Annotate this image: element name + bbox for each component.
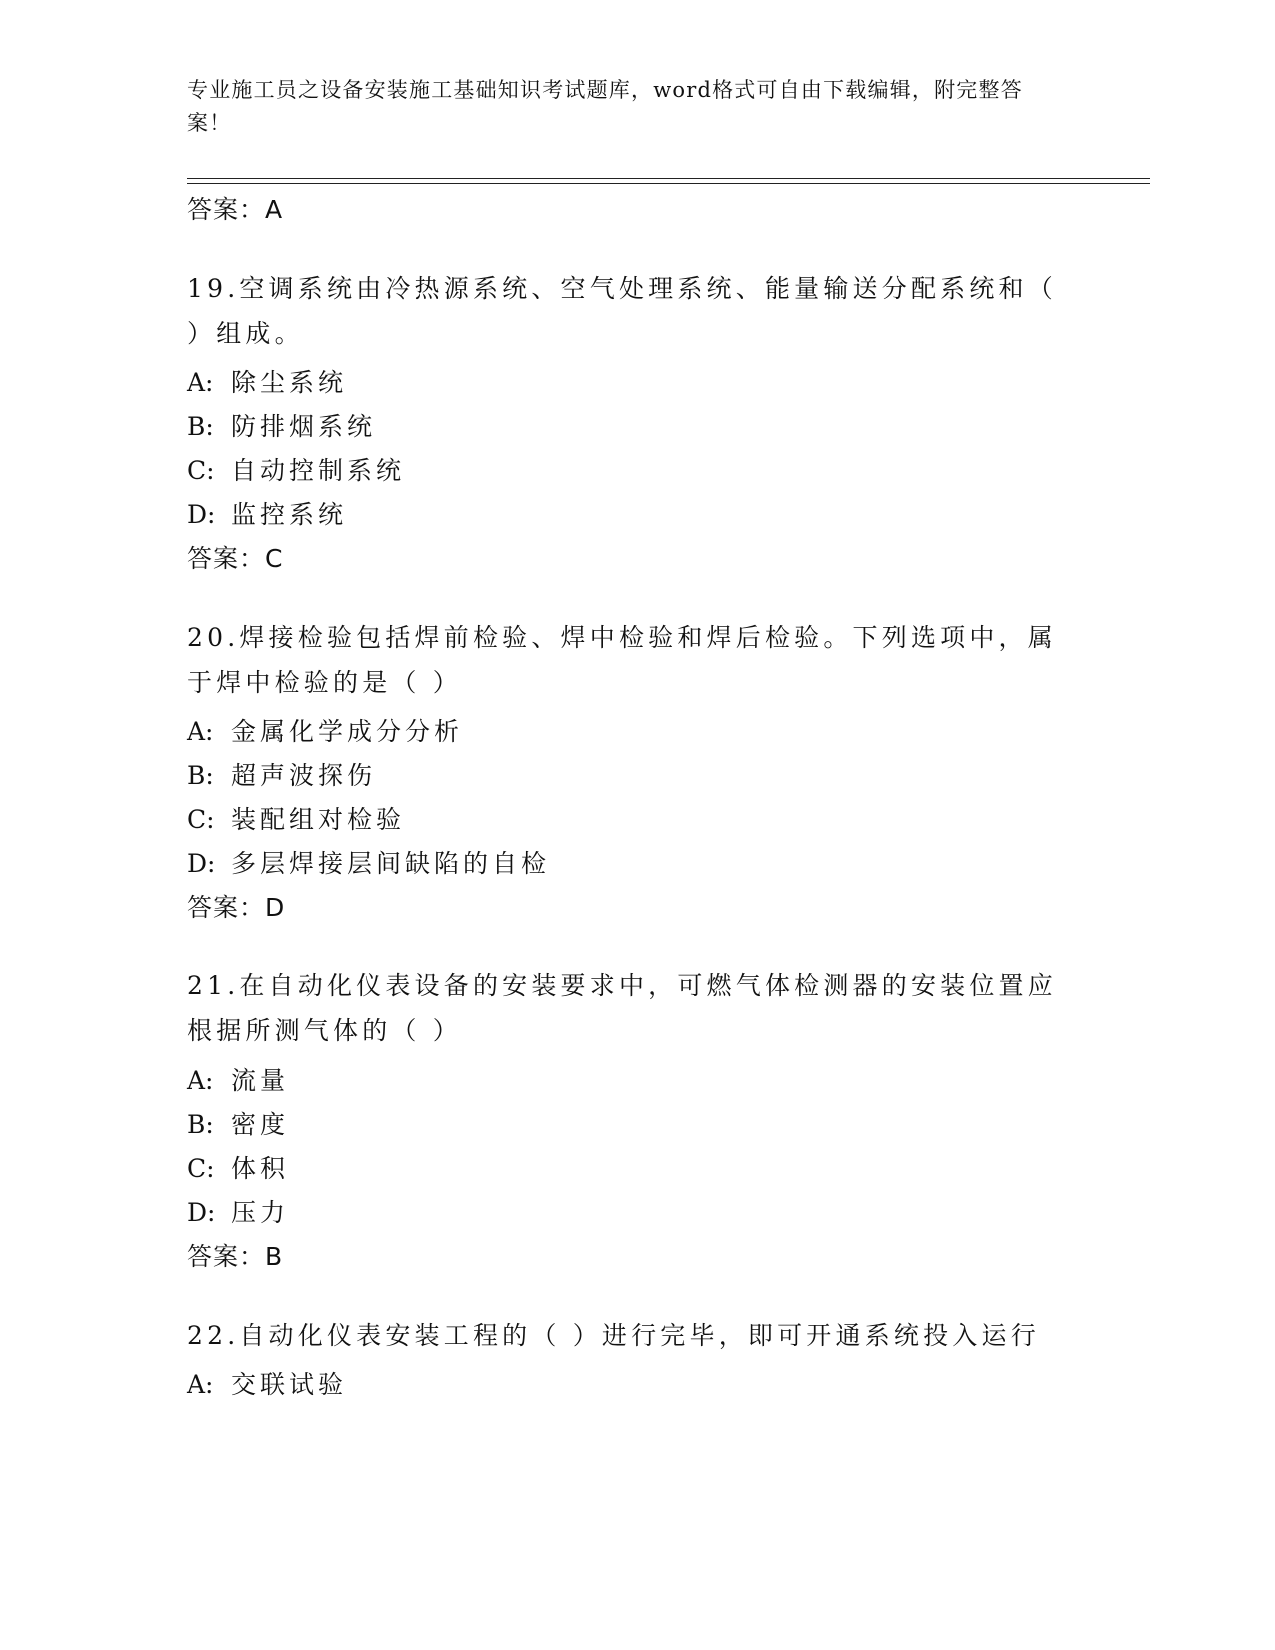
option-letter: A: bbox=[187, 1066, 214, 1095]
question-19-option-d bbox=[187, 498, 347, 532]
question-19-option-c bbox=[187, 454, 405, 488]
question-19-option-b bbox=[187, 410, 376, 444]
option-letter: B: bbox=[187, 1110, 214, 1139]
option-text: 压力 bbox=[231, 1198, 290, 1227]
question-21-option-b bbox=[187, 1108, 289, 1142]
answer-18: 答案：A bbox=[187, 195, 284, 224]
question-22-text: 22.自动化仪表安装工程的（ ）进行完毕，即可开通系统投入运行 bbox=[187, 1321, 1040, 1350]
document-header: 专业施工员之设备安装施工基础知识考试题库，word格式可自由下载编辑，附完整答案！ bbox=[187, 78, 1023, 135]
question-20-text: 20.焊接检验包括焊前检验、焊中检验和焊后检验。下列选项中，属于焊中检验的是（ ） bbox=[187, 623, 1057, 697]
question-19-option-a bbox=[187, 366, 347, 400]
option-text: 交联试验 bbox=[231, 1370, 348, 1399]
question-21-text: 21.在自动化仪表设备的安装要求中，可燃气体检测器的安装位置应根据所测气体的（ ） bbox=[187, 971, 1057, 1045]
question-21-option-c bbox=[187, 1152, 289, 1186]
question-20-option-c bbox=[187, 803, 405, 837]
question-20-option-b bbox=[187, 759, 376, 793]
option-letter: D: bbox=[187, 500, 216, 529]
question-19-text: 19.空调系统由冷热源系统、空气处理系统、能量输送分配系统和（ ）组成。 bbox=[187, 274, 1057, 348]
option-text: 装配组对检验 bbox=[231, 805, 406, 834]
option-text: 防排烟系统 bbox=[231, 412, 377, 441]
answer-20: 答案：D bbox=[187, 893, 286, 922]
option-letter: A: bbox=[187, 1370, 214, 1399]
option-letter: C: bbox=[187, 805, 215, 834]
option-letter: A: bbox=[187, 368, 214, 397]
option-text: 超声波探伤 bbox=[231, 761, 377, 790]
option-text: 自动控制系统 bbox=[231, 456, 406, 485]
question-20-option-d bbox=[187, 847, 550, 881]
header-divider-bottom bbox=[187, 183, 1150, 184]
option-text: 流量 bbox=[231, 1066, 290, 1095]
question-20-option-a bbox=[187, 715, 463, 749]
answer-21: 答案：B bbox=[187, 1242, 284, 1271]
question-21-option-d bbox=[187, 1196, 289, 1230]
question-22-option-a bbox=[187, 1368, 347, 1402]
answer-19: 答案：C bbox=[187, 544, 284, 573]
option-letter: C: bbox=[187, 456, 215, 485]
option-text: 体积 bbox=[231, 1154, 290, 1183]
header-divider-top bbox=[187, 178, 1150, 179]
option-text: 监控系统 bbox=[231, 500, 348, 529]
option-letter: C: bbox=[187, 1154, 215, 1183]
option-letter: D: bbox=[187, 1198, 216, 1227]
option-text: 除尘系统 bbox=[231, 368, 348, 397]
option-letter: B: bbox=[187, 412, 214, 441]
option-text: 多层焊接层间缺陷的自检 bbox=[231, 849, 551, 878]
option-text: 金属化学成分分析 bbox=[231, 717, 464, 746]
option-letter: D: bbox=[187, 849, 216, 878]
option-text: 密度 bbox=[231, 1110, 290, 1139]
option-letter: B: bbox=[187, 761, 214, 790]
option-letter: A: bbox=[187, 717, 214, 746]
question-21-option-a bbox=[187, 1064, 289, 1098]
